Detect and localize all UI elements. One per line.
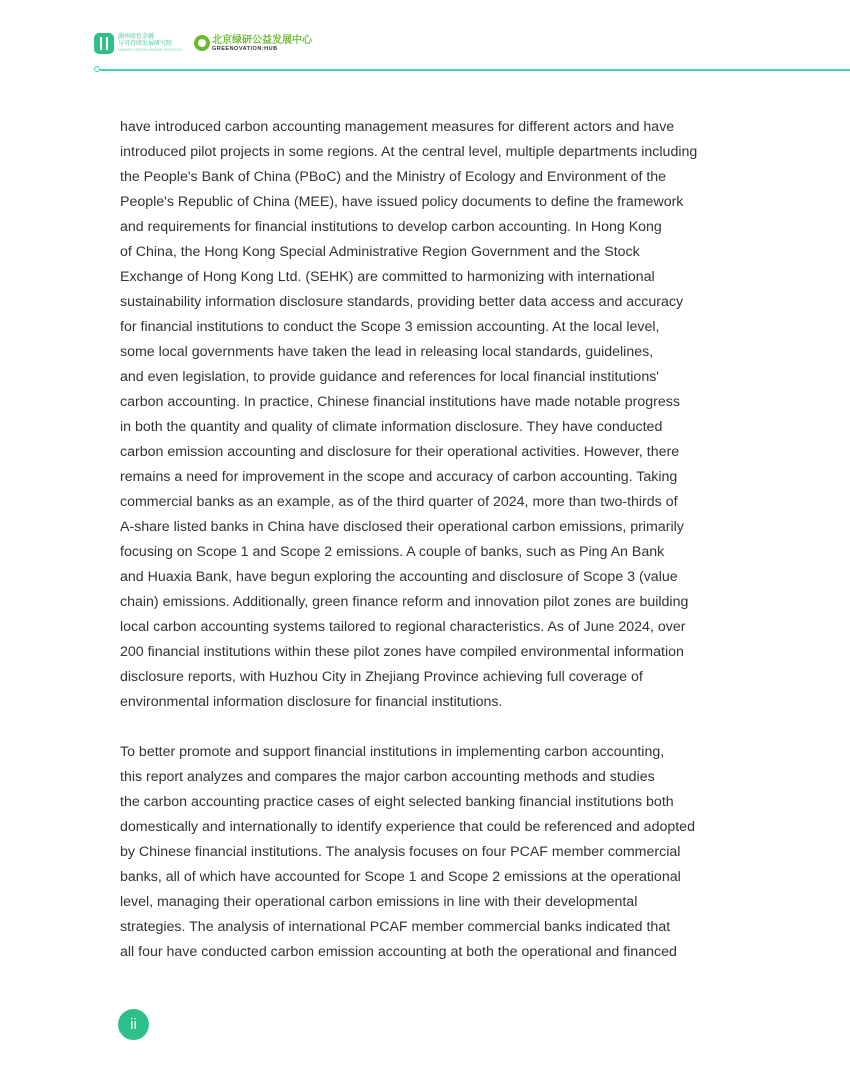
huzhou-logo-line2: 与可持续发展研究院 (118, 41, 173, 47)
text-line: People's Republic of China (MEE), have issued policy documents to define the framework (120, 194, 684, 210)
text-line: this report analyzes and compares the major carbon accounting methods and studies (120, 769, 655, 785)
text-line: 200 financial institutions within these pilot zones have compiled environmental information (120, 644, 684, 660)
text-line: have introduced carbon accounting management measures for different actors and have (120, 119, 675, 135)
text-line: and requirements for financial institutions to develop carbon accounting. In Hong Kong (120, 219, 662, 235)
text-line: To better promote and support financial institutions in implementing carbon accounting, (120, 744, 665, 760)
body-text (120, 115, 740, 965)
text-line: and even legislation, to provide guidance and references for local financial institutions' (120, 369, 660, 385)
greenovation-logo-en: GREENOVATION:HUB (212, 46, 278, 52)
text-line: Exchange of Hong Kong Ltd. (SEHK) are committed to harmonizing with international (120, 269, 655, 285)
greenovation-logo-icon (194, 35, 210, 51)
text-line: of China, the Hong Kong Special Administrative Region Government and the Stock (120, 244, 640, 260)
huzhou-logo-line3: HUZHOU GREEN FINANCE INSTITUTE (118, 48, 182, 52)
paragraph (120, 115, 740, 715)
text-line: some local governments have taken the lead in releasing local standards, guidelines, (120, 344, 654, 360)
huzhou-logo-line1: 湖州绿色金融 (118, 34, 155, 40)
text-line: introduced pilot projects in some regions. At the central level, multiple departments including (120, 144, 698, 160)
text-line: focusing on Scope 1 and Scope 2 emissions. A couple of banks, such as Ping An Bank (120, 544, 665, 560)
text-line: and Huaxia Bank, have begun exploring the accounting and disclosure of Scope 3 (value (120, 569, 678, 585)
text-line: carbon emission accounting and disclosure for their operational activities. However, there (120, 444, 680, 460)
header-rule (100, 69, 850, 71)
text-line: the carbon accounting practice cases of eight selected banking financial institutions both (120, 794, 674, 810)
text-line: in both the quantity and quality of climate information disclosure. They have conducted (120, 419, 663, 435)
greenovation-logo-cn: 北京绿研公益发展中心 (212, 35, 312, 46)
text-line: environmental information disclosure for financial institutions. (120, 694, 503, 710)
text-line: banks, all of which have accounted for Scope 1 and Scope 2 emissions at the operational (120, 869, 681, 885)
text-line: the People's Bank of China (PBoC) and the Ministry of Ecology and Environment of the (120, 169, 667, 185)
text-line: for financial institutions to conduct the Scope 3 emission accounting. At the local level, (120, 319, 660, 335)
page-number-badge: ii (118, 1009, 149, 1040)
paragraph (120, 740, 740, 965)
text-line: commercial banks as an example, as of the third quarter of 2024, more than two-thirds of (120, 494, 678, 510)
text-line: strategies. The analysis of international PCAF member commercial banks indicated that (120, 919, 671, 935)
text-line: all four have conducted carbon emission accounting at both the operational and financed (120, 944, 677, 960)
text-line: A-share listed banks in China have disclosed their operational carbon emissions, primarily (120, 519, 684, 535)
huzhou-logo-text (118, 34, 188, 53)
text-line: remains a need for improvement in the scope and accuracy of carbon accounting. Taking (120, 469, 678, 485)
greenovation-hub-logo (194, 34, 312, 56)
huzhou-institute-logo (94, 33, 186, 55)
page-header (0, 0, 850, 80)
text-line: sustainability information disclosure standards, providing better data access and accuracy (120, 294, 684, 310)
greenovation-logo-text (212, 35, 312, 53)
huzhou-logo-icon (94, 33, 114, 54)
text-line: chain) emissions. Additionally, green finance reform and innovation pilot zones are building (120, 594, 689, 610)
text-line: local carbon accounting systems tailored to regional characteristics. As of June 2024, over (120, 619, 686, 635)
text-line: level, managing their operational carbon emissions in line with their developmental (120, 894, 638, 910)
text-line: carbon accounting. In practice, Chinese financial institutions have made notable progress (120, 394, 680, 410)
text-line: disclosure reports, with Huzhou City in Zhejiang Province achieving full coverage of (120, 669, 643, 685)
text-line: by Chinese financial institutions. The analysis focuses on four PCAF member commercial (120, 844, 681, 860)
text-line: domestically and internationally to identify experience that could be referenced and adopted (120, 819, 695, 835)
